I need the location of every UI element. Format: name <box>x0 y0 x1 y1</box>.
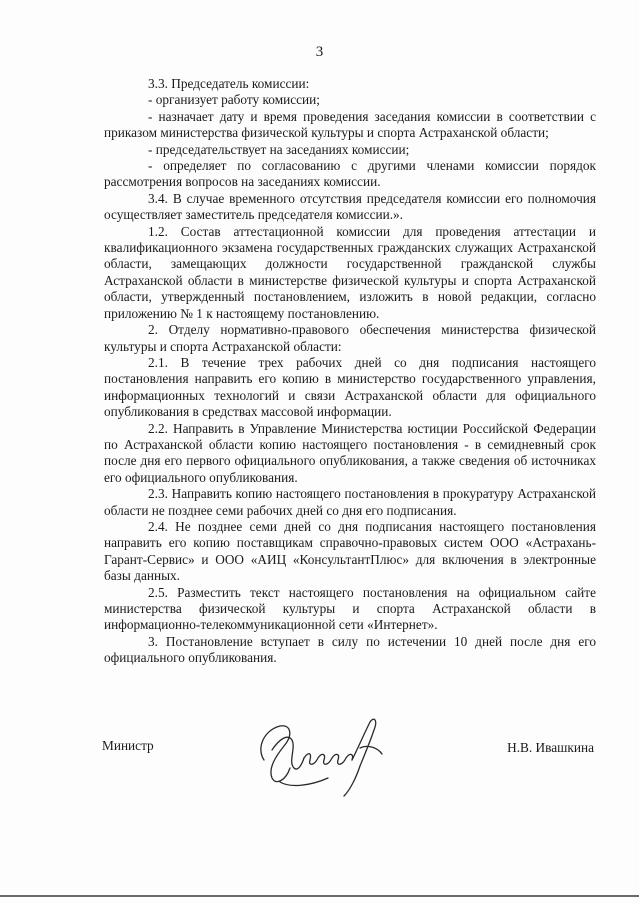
paragraph-3-3-item-2: - назначает дату и время проведения заседания комиссии в соответствии с приказом министерства физической культуры и спорта Астраханской области; <box>104 108 596 141</box>
paragraph-3-3-item-4: - определяет по согласованию с другими членами комиссии порядок рассмотрения вопросов на заседаниях комиссии. <box>104 158 596 190</box>
paragraph-2-2: 2.2. Направить в Управление Министерства юстиции Российской Федерации по Астраханской области копию настоящего постановления - в семидневный срок после дня его первого официального опубликования, а также сведения об источниках его официального опубликования. <box>104 420 596 485</box>
handwritten-signature <box>250 708 390 798</box>
paragraph-3: 3. Постановление вступает в силу по истечении 10 дней после дня его официального опубликования. <box>104 633 596 666</box>
paragraph-2-1: 2.1. В течение трех рабочих дней со дня подписания настоящего постановления направить его копию в министерство государственного управления, информационных технологий и связи Астраханской области для официального опубликования в средствах массовой информации. <box>104 354 596 420</box>
paragraph-3-4: 3.4. В случае временного отсутствия председателя комиссии его полномочия осуществляет заместитель председателя комиссии.». <box>104 190 596 223</box>
page-number: 3 <box>315 44 324 60</box>
signature-block <box>102 738 594 770</box>
document-body <box>104 76 596 667</box>
paragraph-1-2: 1.2. Состав аттестационной комиссии для проведения аттестации и квалификационного экзамена государственных гражданских служащих Астраханской области, замещающих должности государственной гражданской службы Астраханской области в министерстве физической культуры и спорта Астраханской области, утвержденный постановлением, изложить в новой редакции, согласно приложению № 1 к настоящему постановлению. <box>104 223 596 321</box>
paragraph-2-5: 2.5. Разместить текст настоящего постановления на официальном сайте министерства физической культуры и спорта Астраханской области в информационно-телекоммуникационной сети «Интернет». <box>104 584 596 633</box>
paragraph-2: 2. Отделу нормативно-правового обеспечения министерства физической культуры и спорта Астраханской области: <box>104 322 596 354</box>
signatory-name: Н.В. Ивашкина <box>507 740 594 755</box>
paragraph-3-3-item-3: - председательствует на заседаниях комиссии; <box>148 141 410 157</box>
paragraph-3-3-item-1: - организует работу комиссии; <box>148 92 320 108</box>
paragraph-3-3: 3.3. Председатель комиссии: <box>148 76 310 91</box>
signatory-title: Министр <box>102 738 154 753</box>
paragraph-2-4: 2.4. Не позднее семи дней со дня подписания настоящего постановления направить его копию поставщикам справочно-правовых систем ООО «Астрахань-Гарант-Сервис» и ООО «АИЦ «КонсультантПлюс» для включения в электронные базы данных. <box>104 518 596 584</box>
scan-edge-line <box>0 895 639 897</box>
paragraph-2-3: 2.3. Направить копию настоящего постановления в прокуратуру Астраханской области не позднее семи рабочих дней со дня его подписания. <box>104 486 596 518</box>
